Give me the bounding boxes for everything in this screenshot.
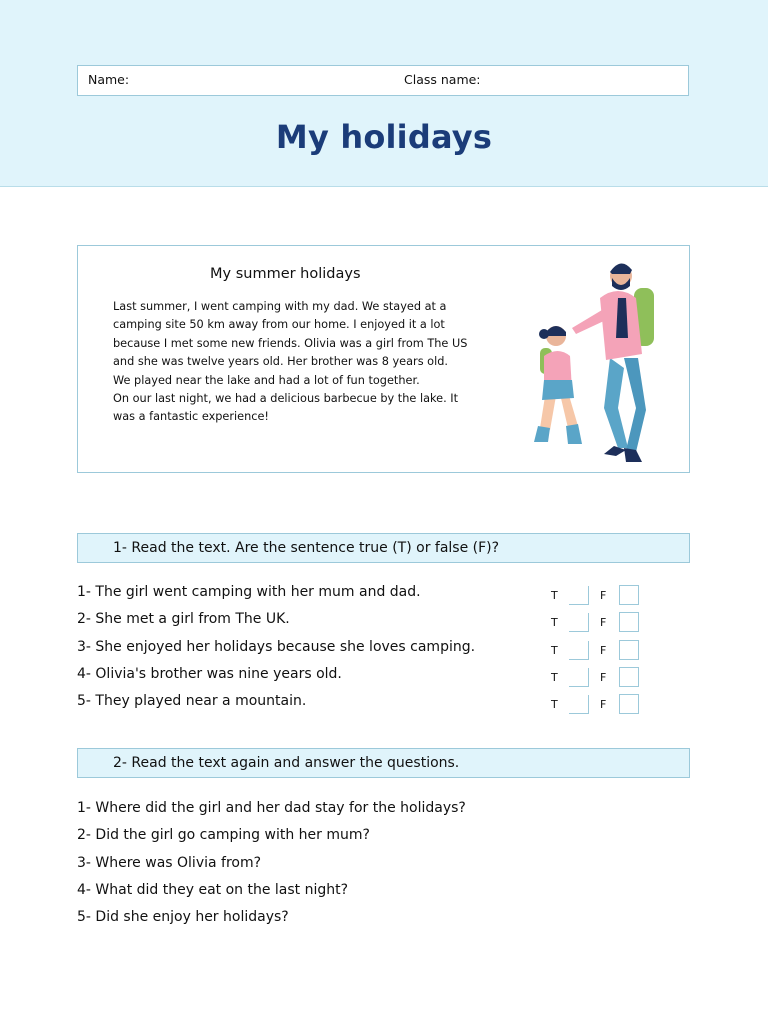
name-class-box (77, 65, 689, 96)
question-item: 1- Where did the girl and her dad stay for the holidays? (77, 800, 466, 816)
section-1-heading-bar (77, 533, 690, 563)
false-answer-box[interactable] (619, 694, 639, 714)
false-answer-box[interactable] (619, 667, 639, 687)
true-label: T (551, 616, 558, 630)
class-name-label: Class name: (404, 72, 481, 87)
true-label: T (551, 698, 558, 712)
statement-text: 5- They played near a mountain. (77, 693, 307, 710)
true-false-row (77, 666, 690, 693)
reading-box (77, 245, 690, 473)
true-answer-box[interactable] (569, 586, 589, 605)
true-answer-box[interactable] (569, 613, 589, 632)
reading-paragraph: On our last night, we had a delicious barbecue by the lake. It was a fantastic experience! (113, 392, 459, 424)
true-false-list (77, 584, 690, 720)
false-answer-box[interactable] (619, 640, 639, 660)
true-false-row (77, 639, 690, 666)
reading-text (113, 298, 468, 427)
false-label: F (600, 589, 607, 602)
false-label: F (600, 670, 607, 684)
false-label: F (600, 616, 607, 630)
reading-title: My summer holidays (210, 266, 361, 282)
true-label: T (551, 589, 558, 602)
statement-text: 4- Olivia's brother was nine years old. (77, 665, 342, 682)
hiking-illustration (518, 258, 658, 463)
statement-text: 1- The girl went camping with her mum and dad. (77, 584, 421, 600)
true-false-row (77, 693, 690, 720)
true-answer-box[interactable] (569, 668, 589, 687)
statement-text: 3- She enjoyed her holidays because she loves camping. (77, 638, 476, 655)
true-false-row (77, 611, 690, 638)
true-answer-box[interactable] (569, 695, 589, 714)
section-2-heading-bar (77, 748, 690, 778)
statement-text: 2- She met a girl from The UK. (77, 611, 290, 628)
header-band (0, 0, 768, 187)
question-list (77, 800, 690, 936)
section-2-heading: 2- Read the text again and answer the questions. (113, 755, 460, 771)
true-answer-box[interactable] (569, 641, 589, 660)
true-label: T (551, 670, 558, 684)
section-1-heading: 1- Read the text. Are the sentence true (T) or false (F)? (113, 540, 500, 556)
true-false-row (77, 584, 690, 611)
name-label: Name: (88, 72, 130, 87)
reading-paragraph: Last summer, I went camping with my dad. We stayed at a camping site 50 km away from our home. I enjoyed it a lot because I met some new friends. Olivia was a girl from The US and she was twelve years old. Her brother was 8 years old. We played near the lake and had a lot of fun together. (113, 300, 468, 387)
question-item: 2- Did the girl go camping with her mum? (77, 827, 370, 844)
question-item: 3- Where was Olivia from? (77, 854, 262, 871)
question-item: 4- What did they eat on the last night? (77, 881, 349, 898)
false-answer-box[interactable] (619, 585, 639, 605)
page-title: My holidays (275, 118, 493, 156)
true-label: T (551, 643, 558, 657)
false-label: F (600, 698, 607, 712)
question-item: 5- Did she enjoy her holidays? (77, 909, 289, 926)
false-answer-box[interactable] (619, 612, 639, 632)
false-label: F (600, 643, 607, 657)
